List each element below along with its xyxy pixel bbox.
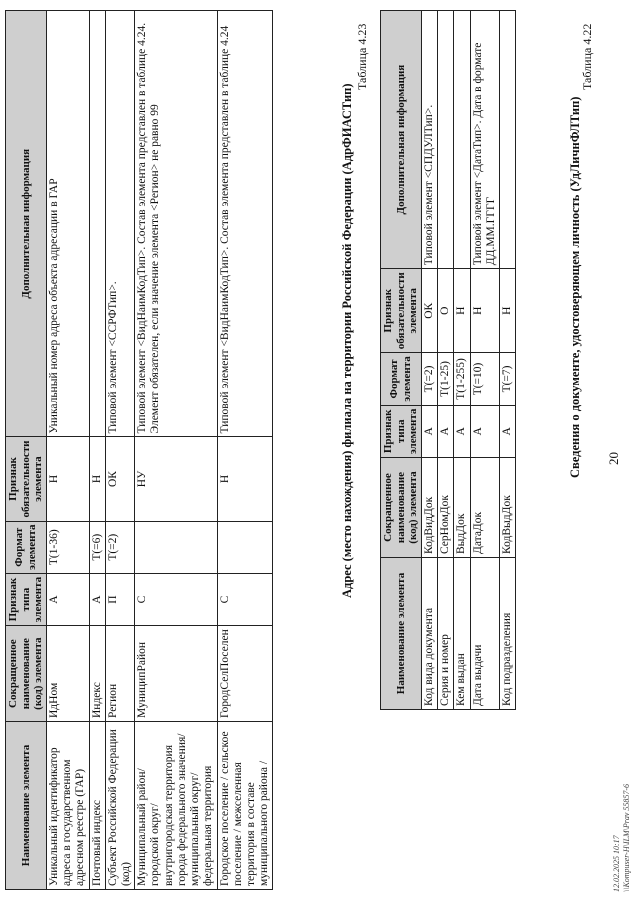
table2-cell: ГородСелПоселен: [217, 626, 273, 722]
table1-label: Таблица 4.22: [580, 23, 594, 90]
table2-cell: НУ: [135, 437, 217, 521]
table2-cell: Уникальный идентификатор адреса в государственном адресном реестре (ГАР): [46, 722, 89, 890]
table2-cell: ИдНом: [46, 626, 89, 722]
table1-cell: КодВидДок: [421, 458, 437, 558]
table2-cell: Типовой элемент <ВидНаимКодТип>. Состав элемента представлен в таблице 4.24. Элемент обязателен, если значение элемента <Регион> не равно 99: [135, 11, 217, 437]
table1-cell: [454, 11, 470, 269]
table1: [380, 10, 516, 710]
table1-cell: Код вида документа: [421, 558, 437, 710]
table1-cell: ВыдДок: [454, 458, 470, 558]
table2-cell: С: [217, 573, 273, 625]
table1-cell: Т(=2): [421, 353, 437, 405]
table2-cell: Н: [217, 437, 273, 521]
table2-cell: Субъект Российской Федерации (код): [105, 722, 134, 890]
table1-row: [438, 11, 454, 710]
table2-label: Таблица 4.23: [355, 23, 369, 90]
t2-header-type: Признак типа элемента: [6, 573, 47, 625]
table1-row: [421, 11, 437, 710]
table2-title: Адрес (место нахождения) филиала на территории Российской Федерации (АдрФИАСТип): [340, 83, 354, 598]
t1-header-code: Сокращенное наименование (код) элемента: [381, 458, 422, 558]
table2-row: [105, 11, 134, 890]
t2-header-format: Формат элемента: [6, 521, 47, 573]
t2-header-name: Наименование элемента: [6, 722, 47, 890]
table2-cell: Типовой элемент <ВидНаимКодТип>. Состав элемента представлен в таблице 4.24: [217, 11, 273, 437]
t1-header-name: Наименование элемента: [381, 558, 422, 710]
table1-cell: [500, 11, 516, 269]
table1-cell: Т(1-25): [438, 353, 454, 405]
table2-cell: Т(1-36): [46, 521, 89, 573]
table1-cell: О: [438, 269, 454, 353]
table2-cell: Н: [46, 437, 89, 521]
table2-cell: Т(=2): [105, 521, 134, 573]
t2-header-required: Признак обязательности элемента: [6, 437, 47, 521]
table2-row: [46, 11, 89, 890]
table1-cell: Т(1-255): [454, 353, 470, 405]
table2-cell: Н: [89, 437, 105, 521]
footer-stamp: [612, 784, 631, 892]
table1-cell: Код подразделения: [500, 558, 516, 710]
table2-row: [135, 11, 217, 890]
table1-cell: [438, 11, 454, 269]
table2-cell: [89, 11, 105, 437]
table2-cell: С: [135, 573, 217, 625]
table1-cell: Н: [500, 269, 516, 353]
table1-cell: Н: [470, 269, 499, 353]
table2-cell: [135, 521, 217, 573]
t2-header-info: Дополнительная информация: [6, 11, 47, 437]
table2-cell: Почтовый индекс: [89, 722, 105, 890]
table1-cell: Дата выдачи: [470, 558, 499, 710]
footer-date: 12.02.2025 10:17: [612, 835, 621, 892]
footer-path: \\Kompuser-H\ILM\Prav 55857-6: [621, 783, 631, 892]
table2-row: [89, 11, 105, 890]
table1-row: [470, 11, 499, 710]
table1-cell: Серия и номер: [438, 558, 454, 710]
table1-title: Сведения о документе, удостоверяющем личность (УдЛичнФЛТип): [568, 96, 582, 478]
table2-header-row: [6, 11, 47, 890]
table1-header-row: [381, 11, 422, 710]
t1-header-required: Признак обязательности элемента: [381, 269, 422, 353]
table1-cell: Кем выдан: [454, 558, 470, 710]
table1-cell: Т(=7): [500, 353, 516, 405]
table1-row: [500, 11, 516, 710]
table1-cell: А: [454, 405, 470, 457]
table1-cell: А: [438, 405, 454, 457]
table2-cell: Уникальный номер адреса объекта адресации в ГАР: [46, 11, 89, 437]
table2-cell: Т(=6): [89, 521, 105, 573]
t2-header-code: Сокращенное наименование (код) элемента: [6, 626, 47, 722]
table2-row: [217, 11, 273, 890]
t1-header-info: Дополнительная информация: [381, 11, 422, 269]
table2-cell: Индекс: [89, 626, 105, 722]
table1-row: [454, 11, 470, 710]
table2-cell: ОК: [105, 437, 134, 521]
table2: [5, 10, 273, 890]
table2-cell: МуниципРайон: [135, 626, 217, 722]
t1-header-format: Формат элемента: [381, 353, 422, 405]
table2-cell: Городское поселение / сельское поселение / межселенная территория в составе муниципального района /: [217, 722, 273, 890]
table2-cell: Муниципальный район/ городской округ/ внутригородская территория города федерального значения/ муниципальный округ/федеральная территория: [135, 722, 217, 890]
table2-cell: П: [105, 573, 134, 625]
table2-cell: [217, 521, 273, 573]
table2-cell: Типовой элемент <ССРФТип>.: [105, 11, 134, 437]
table1-cell: А: [500, 405, 516, 457]
table1-cell: А: [470, 405, 499, 457]
table1-cell: Т(=10): [470, 353, 499, 405]
t1-header-type: Признак типа элемента: [381, 405, 422, 457]
table1-cell: Типовой элемент <ДатаТип>. Дата в формате ДД.ММ.ГГГГ: [470, 11, 499, 269]
table1-cell: СерНомДок: [438, 458, 454, 558]
table1-cell: Типовой элемент <СПДУЛТип>.: [421, 11, 437, 269]
page-number: 20: [606, 452, 621, 465]
table1-cell: ОК: [421, 269, 437, 353]
table1-cell: А: [421, 405, 437, 457]
table1-cell: ДатаДок: [470, 458, 499, 558]
table1-cell: Н: [454, 269, 470, 353]
table1-cell: КодВыдДок: [500, 458, 516, 558]
table2-cell: А: [46, 573, 89, 625]
table2-cell: А: [89, 573, 105, 625]
table2-cell: Регион: [105, 626, 134, 722]
